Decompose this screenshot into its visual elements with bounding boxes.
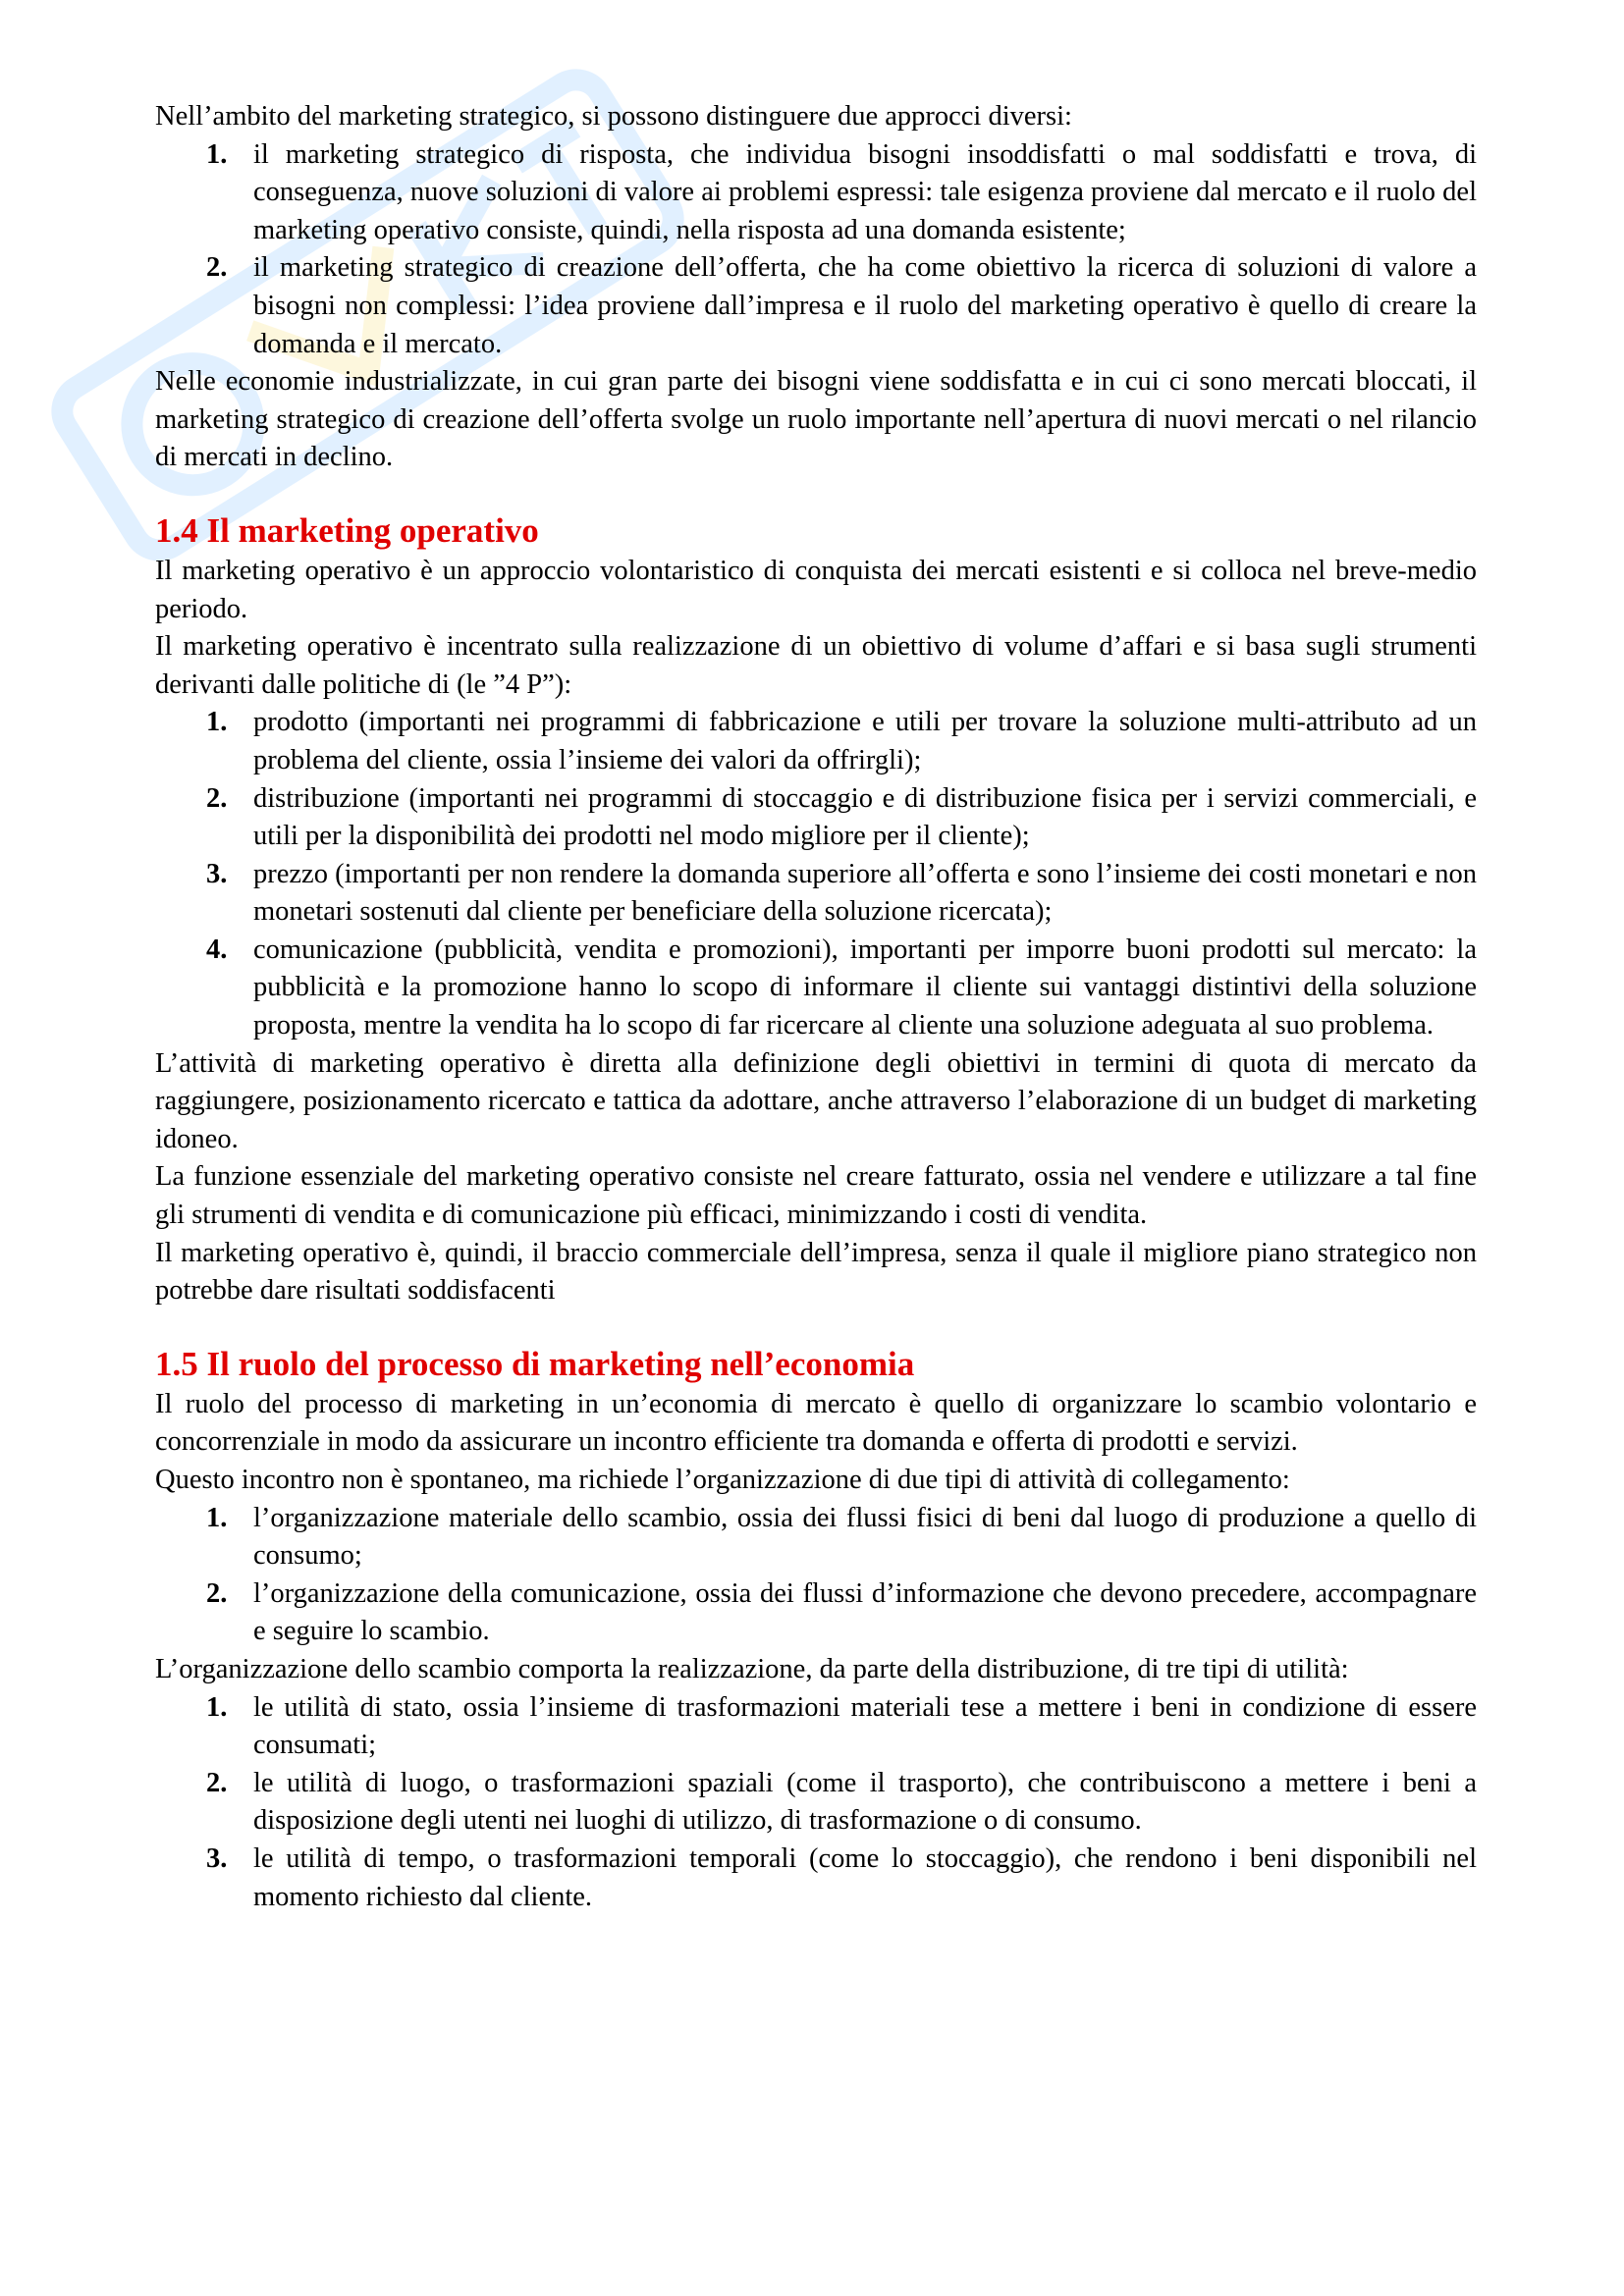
- list-item: [155, 136, 1477, 250]
- list-item: [155, 1841, 1477, 1916]
- list-number: 3.: [206, 1842, 228, 1874]
- list-item: [155, 856, 1477, 932]
- list-number: 1.: [206, 1502, 228, 1533]
- list-number: 2.: [206, 782, 228, 814]
- section-1-4-paragraph-4: La funzione essenziale del marketing operativo consiste nel creare fatturato, ossia nel vendere e utilizzare a tal fine gli strumenti di vendita e di comunicazione più efficaci, minimizzando i costi di vendita.: [155, 1161, 1477, 1231]
- list-item-text: distribuzione (importanti nei programmi di stoccaggio e di distribuzione fisica per i servizi commerciali, e utili per la disponibilità dei prodotti nel modo migliore per il cliente);: [253, 782, 1477, 852]
- list-number: 2.: [206, 1577, 228, 1609]
- list-item: [155, 249, 1477, 363]
- list-number: 2.: [206, 252, 228, 284]
- list-item-text: il marketing strategico di risposta, che individua bisogni insoddisfatti o mal soddisfatti e trova, di conseguenza, nuove soluzioni di valore ai problemi espressi: tale esigenza proviene dal mercato e il ruolo del marketing operativo consiste, quindi, nella risposta ad una domanda esistente;: [253, 138, 1477, 245]
- linking-activities-list: [155, 1500, 1477, 1651]
- list-item: [155, 1500, 1477, 1575]
- list-item-text: le utilità di tempo, o trasformazioni temporali (come lo stoccaggio), che rendono i beni disponibili nel momento richiesto dal cliente.: [253, 1842, 1477, 1912]
- section-1-4-paragraph-2: Il marketing operativo è incentrato sulla realizzazione di un obiettivo di volume d’affari e si basa sugli strumenti derivanti dalle politiche di (le ”4 P”):: [155, 631, 1477, 700]
- list-item: [155, 932, 1477, 1045]
- section-1-4-paragraph-5: Il marketing operativo è, quindi, il braccio commerciale dell’impresa, senza il quale il migliore piano strategico non potrebbe dare risultati soddisfacenti: [155, 1237, 1477, 1307]
- intro-paragraph: Nell’ambito del marketing strategico, si possono distinguere due approcci diversi:: [155, 101, 1072, 132]
- strategic-approaches-list: [155, 136, 1477, 364]
- industrial-economies-paragraph: Nelle economie industrializzate, in cui gran parte dei bisogni viene soddisfatta e in cui ci sono mercati bloccati, il marketing strategico di creazione dell’offerta svolge un ruolo importante nell’apertura di nuovi mercati o nel rilancio di mercati in declino.: [155, 366, 1477, 473]
- list-item-text: prodotto (importanti nei programmi di fabbricazione e utili per trovare la soluzione multi-attributo ad un problema del cliente, ossia l’insieme dei valori da offrirgli);: [253, 707, 1477, 775]
- list-item: [155, 1765, 1477, 1841]
- list-item-text: il marketing strategico di creazione dell’offerta, che ha come obiettivo la ricerca di soluzioni di valore a bisogni non complessi: l’idea proviene dall’impresa e il ruolo del marketing operativo è quello di creare la domanda e il mercato.: [253, 252, 1477, 359]
- section-heading-1-5: 1.5 Il ruolo del processo di marketing nell’economia: [155, 1344, 915, 1383]
- list-number: 1.: [206, 138, 228, 170]
- section-1-4-paragraph-3: L’attività di marketing operativo è diretta alla definizione degli obiettivi in termini di quota di mercato da raggiungere, posizionamento ricercato e tattica da adottare, anche attraverso l’elaborazione di un budget di marketing idoneo.: [155, 1047, 1477, 1154]
- list-number: 4.: [206, 934, 228, 965]
- list-item: [155, 780, 1477, 856]
- list-number: 1.: [206, 1691, 228, 1723]
- list-item-text: le utilità di luogo, o trasformazioni spaziali (come il trasporto), che contribuiscono a mettere i beni a disposizione degli utenti nei luoghi di utilizzo, di trasformazione o di consumo.: [253, 1767, 1477, 1837]
- utility-types-list: [155, 1689, 1477, 1917]
- section-1-5-paragraph-2: Questo incontro non è spontaneo, ma richiede l’organizzazione di due tipi di attività di collegamento:: [155, 1465, 1290, 1495]
- list-item: [155, 704, 1477, 779]
- four-p-list: [155, 704, 1477, 1044]
- list-number: 1.: [206, 707, 228, 738]
- section-1-4-paragraph-1: Il marketing operativo è un approccio volontaristico di conquista dei mercati esistenti e si colloca nel breve-medio periodo.: [155, 555, 1477, 624]
- list-number: 2.: [206, 1767, 228, 1798]
- list-item-text: prezzo (importanti per non rendere la domanda superiore all’offerta e sono l’insieme dei costi monetari e non monetari sostenuti dal cliente per beneficiare della soluzione ricercata);: [253, 858, 1477, 928]
- section-heading-1-4: 1.4 Il marketing operativo: [155, 510, 539, 550]
- list-number: 3.: [206, 858, 228, 889]
- list-item-text: l’organizzazione della comunicazione, ossia dei flussi d’informazione che devono precedere, accompagnare e seguire lo scambio.: [253, 1577, 1477, 1647]
- list-item: [155, 1689, 1477, 1765]
- list-item-text: l’organizzazione materiale dello scambio, ossia dei flussi fisici di beni dal luogo di produzione a quello di consumo;: [253, 1502, 1477, 1572]
- document-page: [155, 98, 1477, 1916]
- list-item: [155, 1575, 1477, 1651]
- section-1-5-paragraph-3: L’organizzazione dello scambio comporta la realizzazione, da parte della distribuzione, di tre tipi di utilità:: [155, 1653, 1349, 1684]
- list-item-text: le utilità di stato, ossia l’insieme di trasformazioni materiali tese a mettere i beni in condizione di essere consumati;: [253, 1691, 1477, 1761]
- list-item-text: comunicazione (pubblicità, vendita e promozioni), importanti per imporre buoni prodotti sul mercato: la pubblicità e la promozione hanno lo scopo di informare il cliente sui vantaggi distintivi della soluzione proposta, mentre la vendita ha lo scopo di far ricercare al cliente una soluzione adeguata al suo problema.: [253, 934, 1477, 1041]
- section-1-5-paragraph-1: Il ruolo del processo di marketing in un’economia di mercato è quello di organizzare lo scambio volontario e concorrenziale in modo da assicurare un incontro efficiente tra domanda e offerta di prodotti e servizi.: [155, 1388, 1477, 1458]
